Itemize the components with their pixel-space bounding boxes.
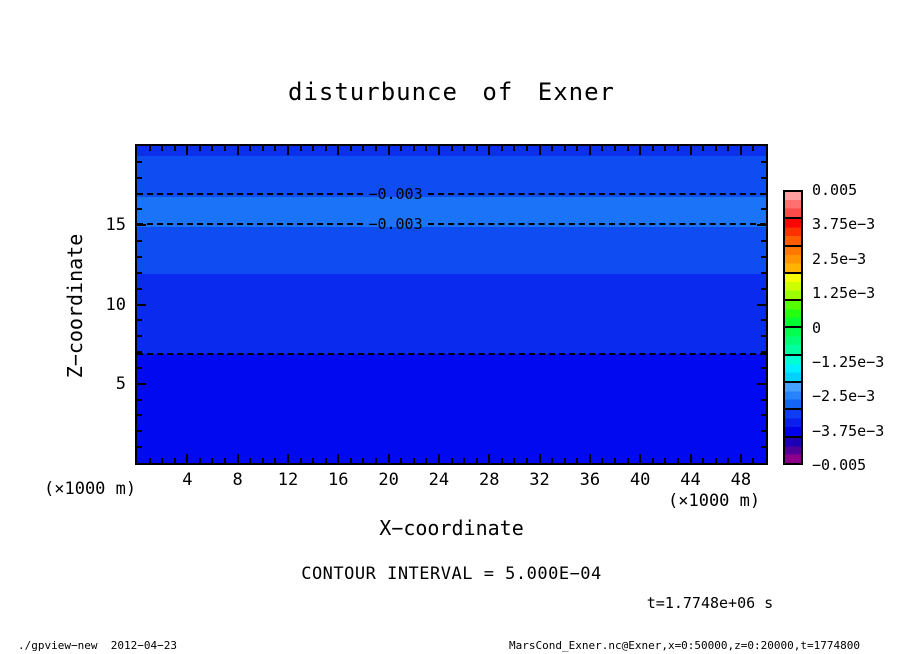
contour-line-label: −0.003 <box>368 184 423 203</box>
x-axis-tick <box>614 146 616 151</box>
y-axis-tick <box>137 446 142 448</box>
x-axis-tick <box>664 458 666 463</box>
x-axis-tick <box>413 458 415 463</box>
y-tick-label: 5 <box>115 373 126 394</box>
x-axis-tick <box>186 454 188 463</box>
colorbar-segment <box>785 410 801 437</box>
y-tick-label: 10 <box>105 294 126 315</box>
y-axis-tick <box>761 288 766 290</box>
y-axis-tick <box>761 240 766 242</box>
x-axis-tick <box>715 458 717 463</box>
x-axis-tick <box>224 146 226 151</box>
y-axis-tick <box>761 319 766 321</box>
x-axis-unit-right: (×1000 m) <box>668 491 761 511</box>
x-tick-label: 8 <box>232 470 243 490</box>
x-axis-tick <box>300 458 302 463</box>
x-axis-tick <box>161 458 163 463</box>
x-tick-label: 32 <box>529 470 550 490</box>
x-axis-tick <box>727 146 729 151</box>
x-axis-tick <box>564 146 566 151</box>
y-axis-tick <box>137 208 142 210</box>
x-tick-label: 48 <box>730 470 752 490</box>
x-axis-tick <box>325 146 327 151</box>
x-axis-tick <box>174 146 176 151</box>
contour-dash <box>137 223 363 225</box>
contour-line-label: −0.003 <box>368 214 423 233</box>
y-axis-tick <box>761 414 766 416</box>
x-tick-label: 16 <box>328 470 349 490</box>
x-tick-label: 24 <box>428 470 450 490</box>
x-axis-label: X−coordinate <box>379 516 524 540</box>
x-axis-tick <box>224 458 226 463</box>
y-axis-tick <box>137 288 142 290</box>
colorbar-segment <box>785 438 801 463</box>
y-axis-tick <box>137 414 142 416</box>
x-axis-tick <box>526 146 528 151</box>
colorbar-segment <box>785 219 801 246</box>
x-axis-tick <box>727 458 729 463</box>
y-axis-tick <box>761 193 766 195</box>
y-axis-tick <box>137 351 142 353</box>
x-axis-tick <box>476 458 478 463</box>
y-axis-tick <box>757 224 766 226</box>
y-axis-tick <box>137 367 142 369</box>
x-axis-tick <box>576 146 578 151</box>
x-tick-label: 44 <box>680 470 701 490</box>
y-axis-tick <box>761 208 766 210</box>
x-axis-tick <box>300 146 302 151</box>
y-tick-label: 15 <box>105 215 126 236</box>
colorbar-segment <box>785 247 801 274</box>
y-axis-tick <box>137 383 146 385</box>
colorbar-segment <box>785 192 801 219</box>
x-axis-tick <box>627 146 629 151</box>
x-axis-tick <box>425 458 427 463</box>
x-axis-tick <box>752 458 754 463</box>
x-axis-tick <box>149 146 151 151</box>
y-axis-tick <box>137 161 142 163</box>
x-axis-tick <box>438 454 440 463</box>
contour-fill-band <box>137 227 766 276</box>
footer-source: MarsCond_Exner.nc@Exner,x=0:50000,z=0:20000,t=1774800 <box>509 639 860 652</box>
contour-dash <box>428 193 766 195</box>
contour-dash <box>137 193 363 195</box>
x-axis-tick <box>488 146 490 155</box>
x-axis-tick <box>526 458 528 463</box>
x-axis-tick <box>211 146 213 151</box>
y-axis-tick <box>757 304 766 306</box>
colorbar-label: 0 <box>812 318 822 337</box>
y-axis-tick <box>757 383 766 385</box>
plot-title: disturbunce of Exner <box>288 78 615 106</box>
colorbar-segment <box>785 301 801 328</box>
colorbar-label: −1.25e−3 <box>812 352 885 371</box>
x-axis-tick <box>287 146 289 155</box>
colorbar-label: −2.5e−3 <box>812 387 876 406</box>
x-axis-unit-left: (×1000 m) <box>44 479 137 499</box>
contour-dash <box>137 353 766 355</box>
y-axis-tick <box>761 367 766 369</box>
x-axis-tick <box>274 458 276 463</box>
x-axis-tick <box>425 146 427 151</box>
x-axis-tick <box>690 146 692 155</box>
x-axis-tick <box>199 146 201 151</box>
x-axis-tick <box>362 146 364 151</box>
x-axis-tick <box>664 146 666 151</box>
x-axis-tick <box>463 458 465 463</box>
x-axis-tick <box>740 454 742 463</box>
colorbar-segment <box>785 356 801 383</box>
y-axis-tick <box>761 430 766 432</box>
x-tick-label: 4 <box>182 470 193 490</box>
y-axis-tick <box>137 335 142 337</box>
x-axis-tick <box>702 458 704 463</box>
x-axis-tick <box>375 458 377 463</box>
x-axis-tick <box>564 458 566 463</box>
contour-line <box>137 345 766 363</box>
x-axis-tick <box>639 146 641 155</box>
y-axis-tick <box>137 256 142 258</box>
x-axis-tick <box>551 458 553 463</box>
x-axis-tick <box>161 146 163 151</box>
x-axis-tick <box>715 146 717 151</box>
colorbar-label: 0.005 <box>812 181 858 199</box>
x-axis-tick <box>438 146 440 155</box>
x-axis-tick <box>211 458 213 463</box>
colorbar-label: −0.005 <box>812 456 867 474</box>
x-axis-tick <box>627 458 629 463</box>
x-axis-tick <box>589 454 591 463</box>
x-axis-tick <box>337 146 339 155</box>
footer-command: ./gpview−new 2012−04−23 <box>18 639 177 652</box>
y-axis-tick <box>137 240 142 242</box>
x-axis-tick <box>690 454 692 463</box>
x-axis-tick <box>249 458 251 463</box>
x-axis-tick <box>287 454 289 463</box>
plot-area <box>135 144 768 465</box>
y-axis-tick <box>761 272 766 274</box>
x-tick-label: 28 <box>478 470 500 490</box>
y-axis-tick <box>137 319 142 321</box>
x-tick-label: 20 <box>378 470 399 490</box>
x-axis-tick <box>312 458 314 463</box>
x-axis-tick <box>325 458 327 463</box>
x-axis-tick <box>501 458 503 463</box>
x-axis-tick <box>601 146 603 151</box>
x-axis-tick <box>174 458 176 463</box>
y-axis-tick <box>761 177 766 179</box>
x-axis-tick <box>513 458 515 463</box>
y-axis-tick <box>761 256 766 258</box>
x-axis-tick <box>677 458 679 463</box>
x-axis-tick <box>388 454 390 463</box>
x-axis-tick <box>601 458 603 463</box>
y-axis-tick <box>137 193 142 195</box>
x-tick-label: 36 <box>579 470 601 490</box>
x-axis-tick <box>262 458 264 463</box>
x-axis-tick <box>149 458 151 463</box>
y-axis-tick <box>137 272 142 274</box>
x-axis-tick <box>539 146 541 155</box>
x-axis-tick <box>652 458 654 463</box>
x-axis-tick <box>513 146 515 151</box>
x-axis-tick <box>350 458 352 463</box>
contour-fill-band <box>137 354 766 464</box>
y-axis-tick <box>761 161 766 163</box>
contour-fill-band <box>137 274 766 354</box>
x-axis-tick <box>463 146 465 151</box>
x-axis-tick <box>237 146 239 155</box>
x-axis-tick <box>350 146 352 151</box>
x-axis-tick <box>375 146 377 151</box>
x-axis-tick <box>752 146 754 151</box>
x-axis-tick <box>312 146 314 151</box>
y-axis-tick <box>761 399 766 401</box>
x-axis-tick <box>539 454 541 463</box>
x-axis-tick <box>199 458 201 463</box>
colorbar-label: 2.5e−3 <box>812 249 867 268</box>
x-axis-tick <box>677 146 679 151</box>
x-axis-tick <box>740 146 742 155</box>
x-tick-label: 12 <box>277 470 299 490</box>
y-axis-label: Z−coordinate <box>63 233 87 379</box>
x-axis-tick <box>237 454 239 463</box>
contour-interval-note: CONTOUR INTERVAL = 5.000E−04 <box>301 564 602 584</box>
y-axis-tick <box>761 351 766 353</box>
colorbar-label: 1.25e−3 <box>812 284 876 303</box>
contour-line <box>137 185 766 203</box>
x-axis-tick <box>262 146 264 151</box>
x-axis-tick <box>274 146 276 151</box>
x-axis-tick <box>476 146 478 151</box>
x-axis-tick <box>362 458 364 463</box>
y-axis-tick <box>137 399 142 401</box>
y-axis-tick <box>761 446 766 448</box>
contour-dash <box>428 223 766 225</box>
y-axis-tick <box>137 430 142 432</box>
x-axis-tick <box>614 458 616 463</box>
y-axis-tick <box>761 335 766 337</box>
x-axis-tick <box>576 458 578 463</box>
x-axis-tick <box>501 146 503 151</box>
time-annotation: t=1.7748e+06 s <box>646 594 774 612</box>
colorbar-label: 3.75e−3 <box>812 215 876 234</box>
x-axis-tick <box>639 454 641 463</box>
x-axis-tick <box>400 146 402 151</box>
colorbar-segment <box>785 274 801 301</box>
x-axis-tick <box>652 146 654 151</box>
x-axis-tick <box>589 146 591 155</box>
x-axis-tick <box>702 146 704 151</box>
x-tick-label: 40 <box>629 470 651 490</box>
x-axis-tick <box>451 146 453 151</box>
colorbar-label: −3.75e−3 <box>812 421 885 440</box>
x-axis-tick <box>388 146 390 155</box>
contour-line <box>137 215 766 233</box>
x-axis-tick <box>551 146 553 151</box>
colorbar-segment <box>785 328 801 355</box>
x-axis-tick <box>451 458 453 463</box>
y-axis-tick <box>137 304 146 306</box>
x-axis-tick <box>337 454 339 463</box>
x-axis-tick <box>488 454 490 463</box>
y-axis-tick <box>137 177 142 179</box>
colorbar-segment <box>785 383 801 410</box>
colorbar <box>783 190 803 465</box>
x-axis-tick <box>400 458 402 463</box>
y-axis-tick <box>137 224 146 226</box>
x-axis-tick <box>413 146 415 151</box>
x-axis-tick <box>186 146 188 155</box>
x-axis-tick <box>249 146 251 151</box>
